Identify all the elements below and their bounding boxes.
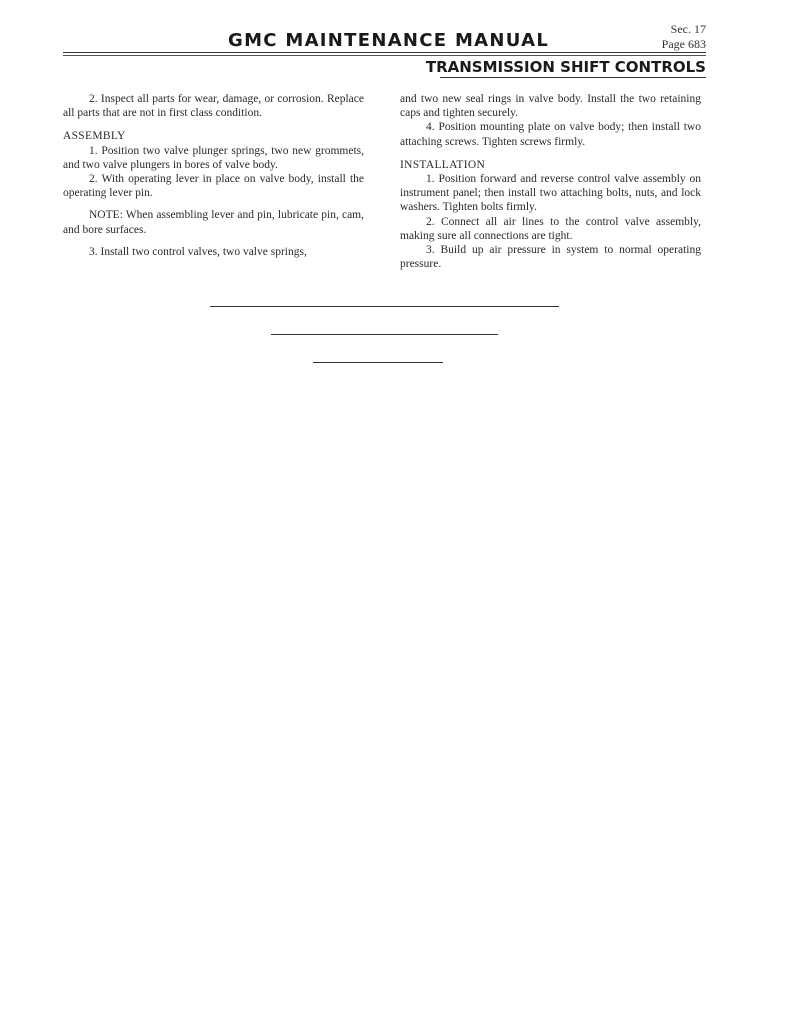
paragraph: 4. Position mounting plate on valve body; then install two attaching screws. Tighten screws firmly. bbox=[400, 121, 701, 148]
paragraph: 3. Install two control valves, two valve springs, bbox=[89, 245, 307, 258]
paragraph: 2. With operating lever in place on valve body, install the operating lever pin. bbox=[63, 173, 364, 200]
paragraph: and two new seal rings in valve body. Install the two retaining caps and tighten securely. bbox=[400, 93, 701, 120]
section-number: Sec. 17 bbox=[670, 22, 706, 36]
end-rule-long bbox=[210, 306, 559, 307]
paragraph: 3. Build up air pressure in system to normal operating pressure. bbox=[400, 244, 701, 271]
end-rule-short bbox=[313, 362, 443, 363]
header-rule bbox=[63, 52, 706, 53]
paragraph: 1. Position two valve plunger springs, two new grommets, and two valve plungers in bores of valve body. bbox=[63, 144, 364, 171]
right-column bbox=[400, 92, 701, 271]
left-column bbox=[63, 92, 364, 259]
assembly-heading: ASSEMBLY bbox=[63, 130, 126, 143]
header-rule-thin bbox=[63, 55, 706, 56]
paragraph: 1. Position forward and reverse control valve assembly on instrument panel; then install two attaching bolts, nuts, and lock washers. Tighten bolts firmly. bbox=[400, 173, 701, 214]
note-paragraph: NOTE: When assembling lever and pin, lubricate pin, cam, and bore surfaces. bbox=[63, 209, 364, 236]
section-title: TRANSMISSION SHIFT CONTROLS bbox=[425, 58, 706, 76]
paragraph: 2. Connect all air lines to the control valve assembly, making sure all connections are tight. bbox=[400, 215, 701, 242]
end-rule-medium bbox=[271, 334, 498, 335]
installation-heading: INSTALLATION bbox=[400, 158, 486, 171]
page-number: Page 683 bbox=[661, 37, 706, 51]
manual-title: GMC MAINTENANCE MANUAL bbox=[228, 30, 550, 51]
paragraph: 2. Inspect all parts for wear, damage, or corrosion. Replace all parts that are not in first class condition. bbox=[63, 93, 364, 120]
section-title-rule bbox=[440, 77, 706, 78]
